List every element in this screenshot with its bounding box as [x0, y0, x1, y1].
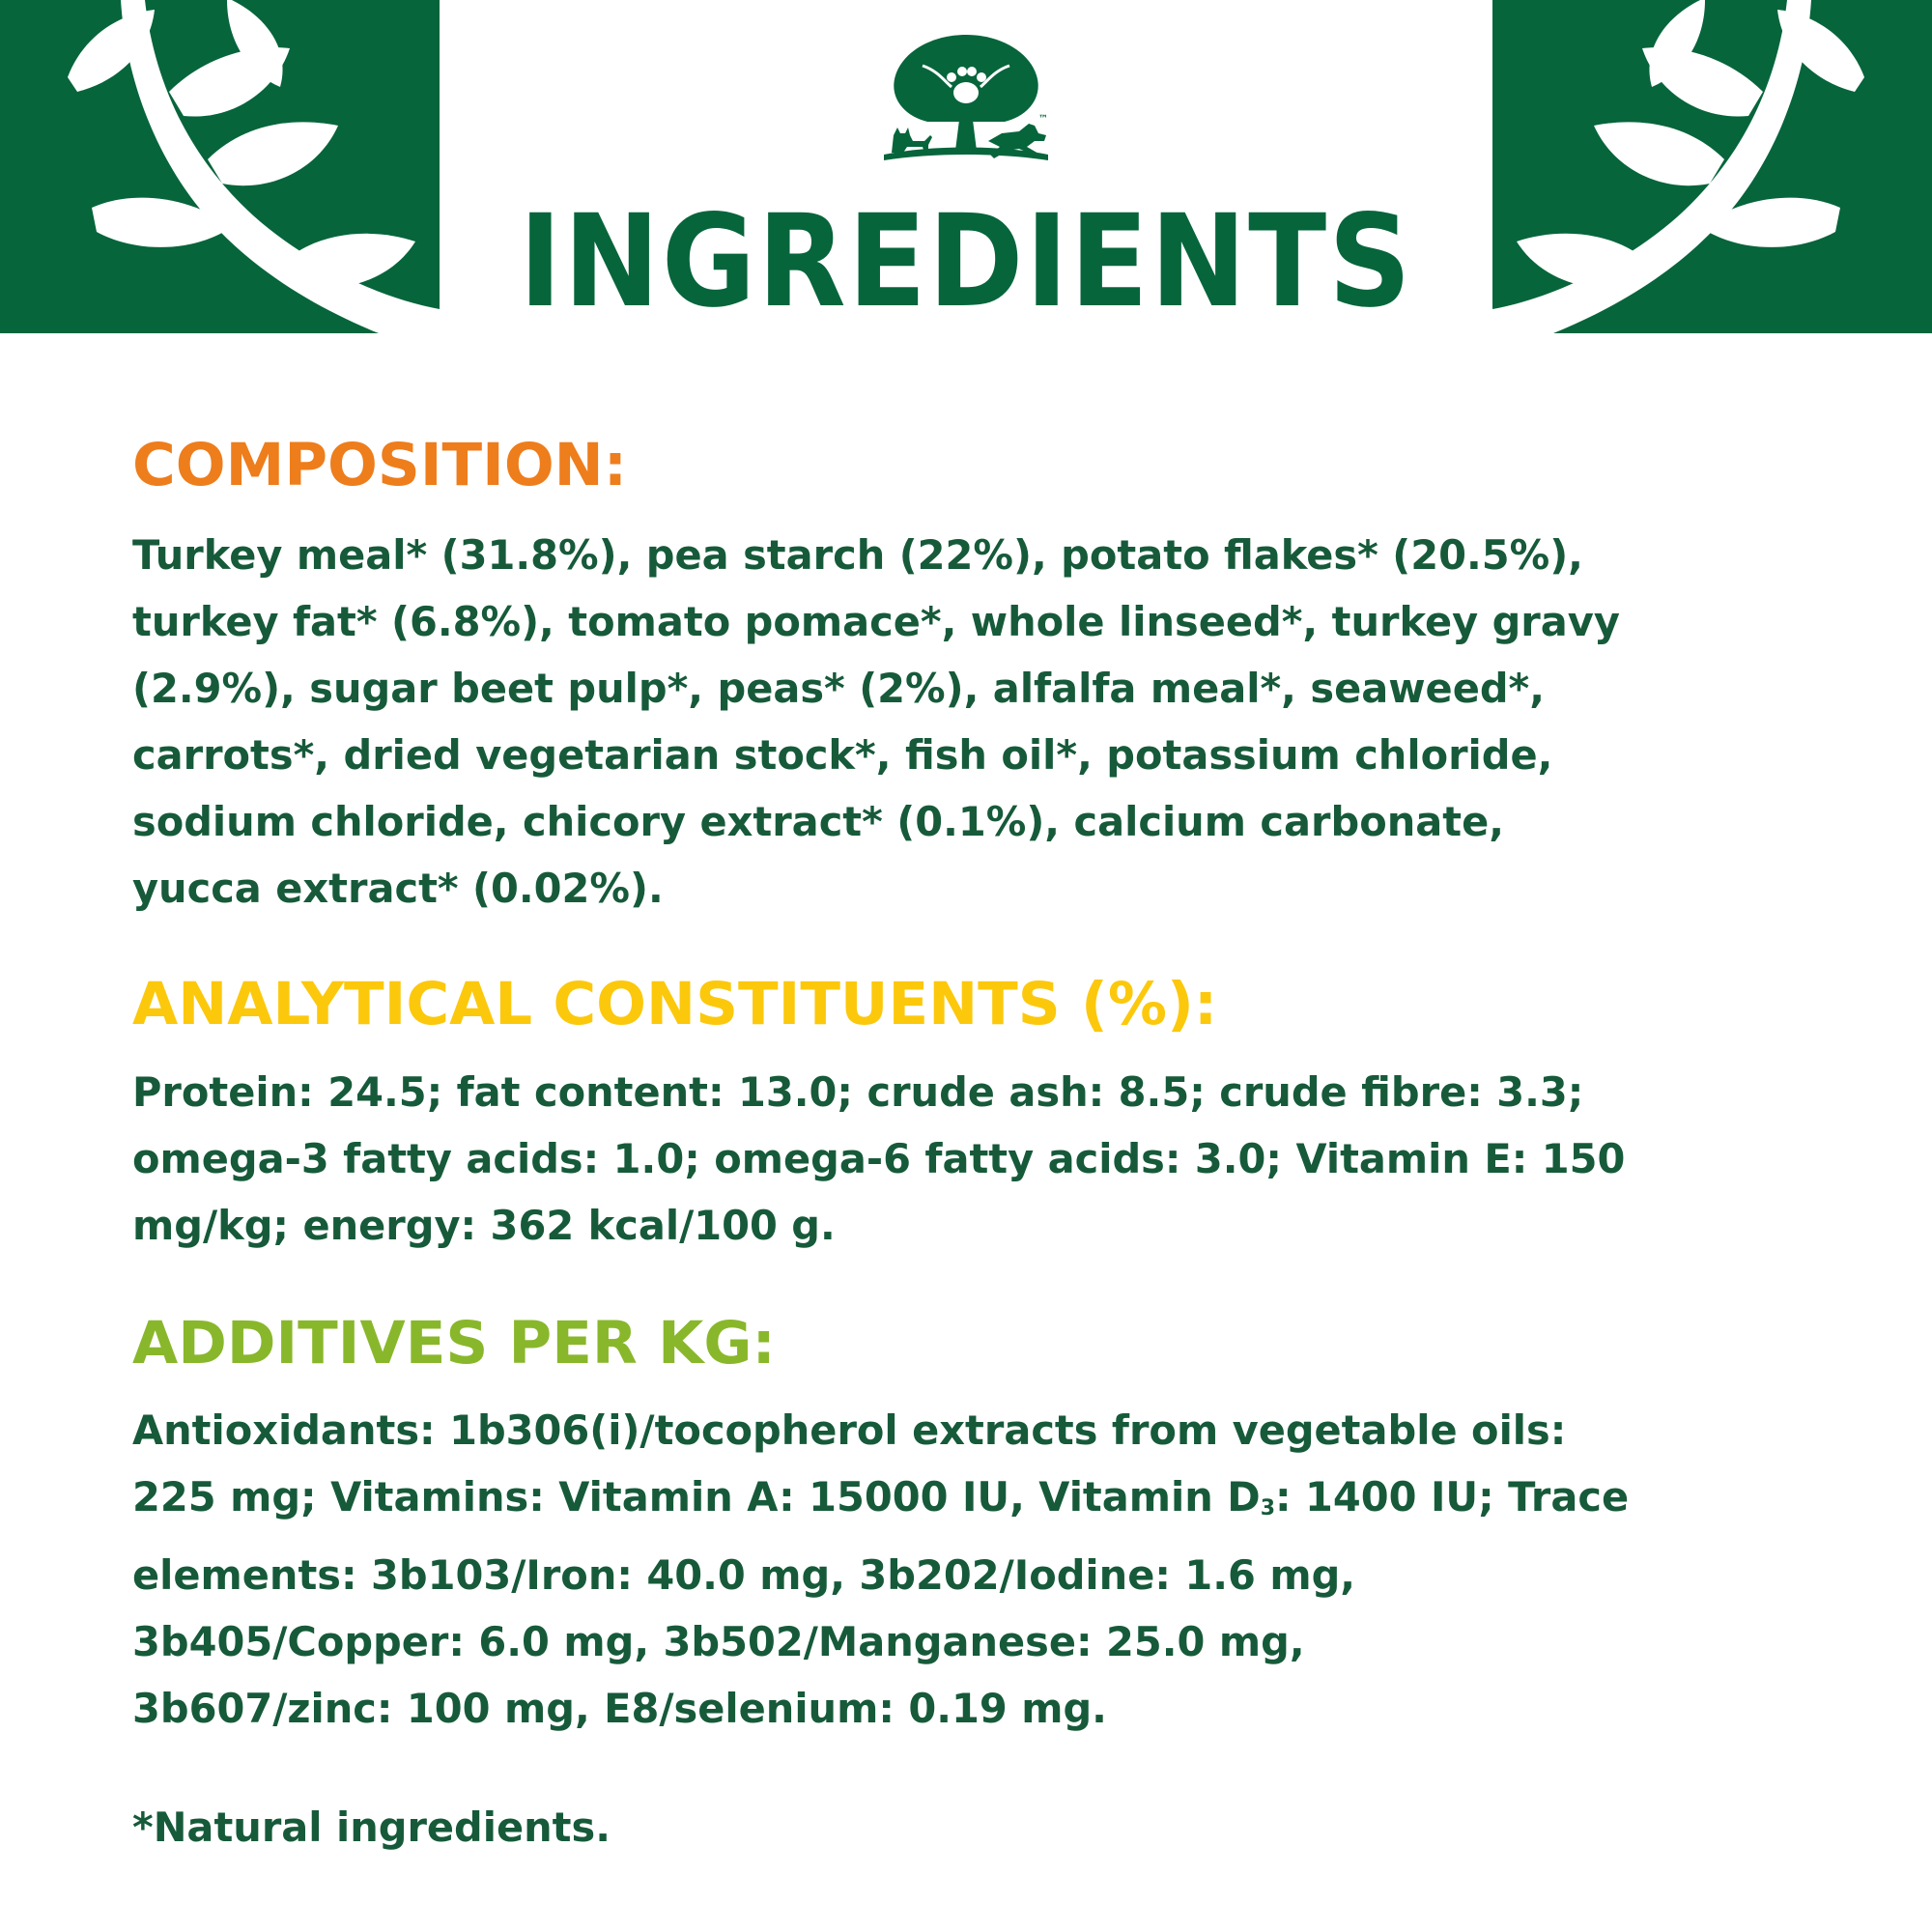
composition-line: turkey fat* (6.8%), tomato pomace*, whole linseed*, turkey gravy	[132, 598, 1620, 645]
analytical-line: mg/kg; energy: 362 kcal/100 g.	[132, 1202, 836, 1249]
trademark-mark: ™	[1038, 114, 1048, 125]
additives-heading: ADDITIVES PER KG:	[132, 1309, 776, 1378]
additives-line-part: : 1400 IU; Trace	[1275, 1473, 1630, 1520]
additives-line: 3b405/Copper: 6.0 mg, 3b502/Manganese: 25.0 mg,	[132, 1618, 1305, 1665]
additives-line-part: 225 mg; Vitamins: Vitamin A: 15000 IU, Vitamin D	[132, 1473, 1261, 1520]
natural-ingredients-footnote: *Natural ingredients.	[132, 1804, 611, 1851]
additives-text	[132, 1397, 1775, 1742]
page-title: INGREDIENTS	[519, 187, 1413, 336]
brand-logo	[874, 27, 1058, 177]
composition-text	[132, 522, 1775, 922]
vitamin-d-subscript: 3	[1260, 1496, 1275, 1520]
analytical-heading: ANALYTICAL CONSTITUENTS (%):	[132, 970, 1218, 1038]
composition-line: yucca extract* (0.02%).	[132, 865, 664, 912]
analytical-text	[132, 1059, 1775, 1259]
additives-line: elements: 3b103/Iron: 40.0 mg, 3b202/Iodine: 1.6 mg,	[132, 1551, 1356, 1599]
additives-line	[132, 1463, 1775, 1542]
composition-line: (2.9%), sugar beet pulp*, peas* (2%), alfalfa meal*, seaweed*,	[132, 665, 1546, 712]
analytical-line: omega-3 fatty acids: 1.0; omega-6 fatty acids: 3.0; Vitamin E: 150	[132, 1135, 1626, 1182]
composition-line: carrots*, dried vegetarian stock*, fish oil*, potassium chloride,	[132, 731, 1553, 779]
composition-line: Turkey meal* (31.8%), pea starch (22%), potato flakes* (20.5%),	[132, 531, 1583, 579]
additives-line: Antioxidants: 1b306(i)/tocopherol extracts from vegetable oils:	[132, 1406, 1567, 1454]
composition-line: sodium chloride, chicory extract* (0.1%), calcium carbonate,	[132, 798, 1504, 845]
tree-paw-cat-dog-logo-icon	[874, 27, 1058, 177]
additives-line: 3b607/zinc: 100 mg, E8/selenium: 0.19 mg.	[132, 1685, 1107, 1732]
composition-heading: COMPOSITION:	[132, 431, 628, 499]
analytical-line: Protein: 24.5; fat content: 13.0; crude ash: 8.5; crude fibre: 3.3;	[132, 1068, 1584, 1116]
